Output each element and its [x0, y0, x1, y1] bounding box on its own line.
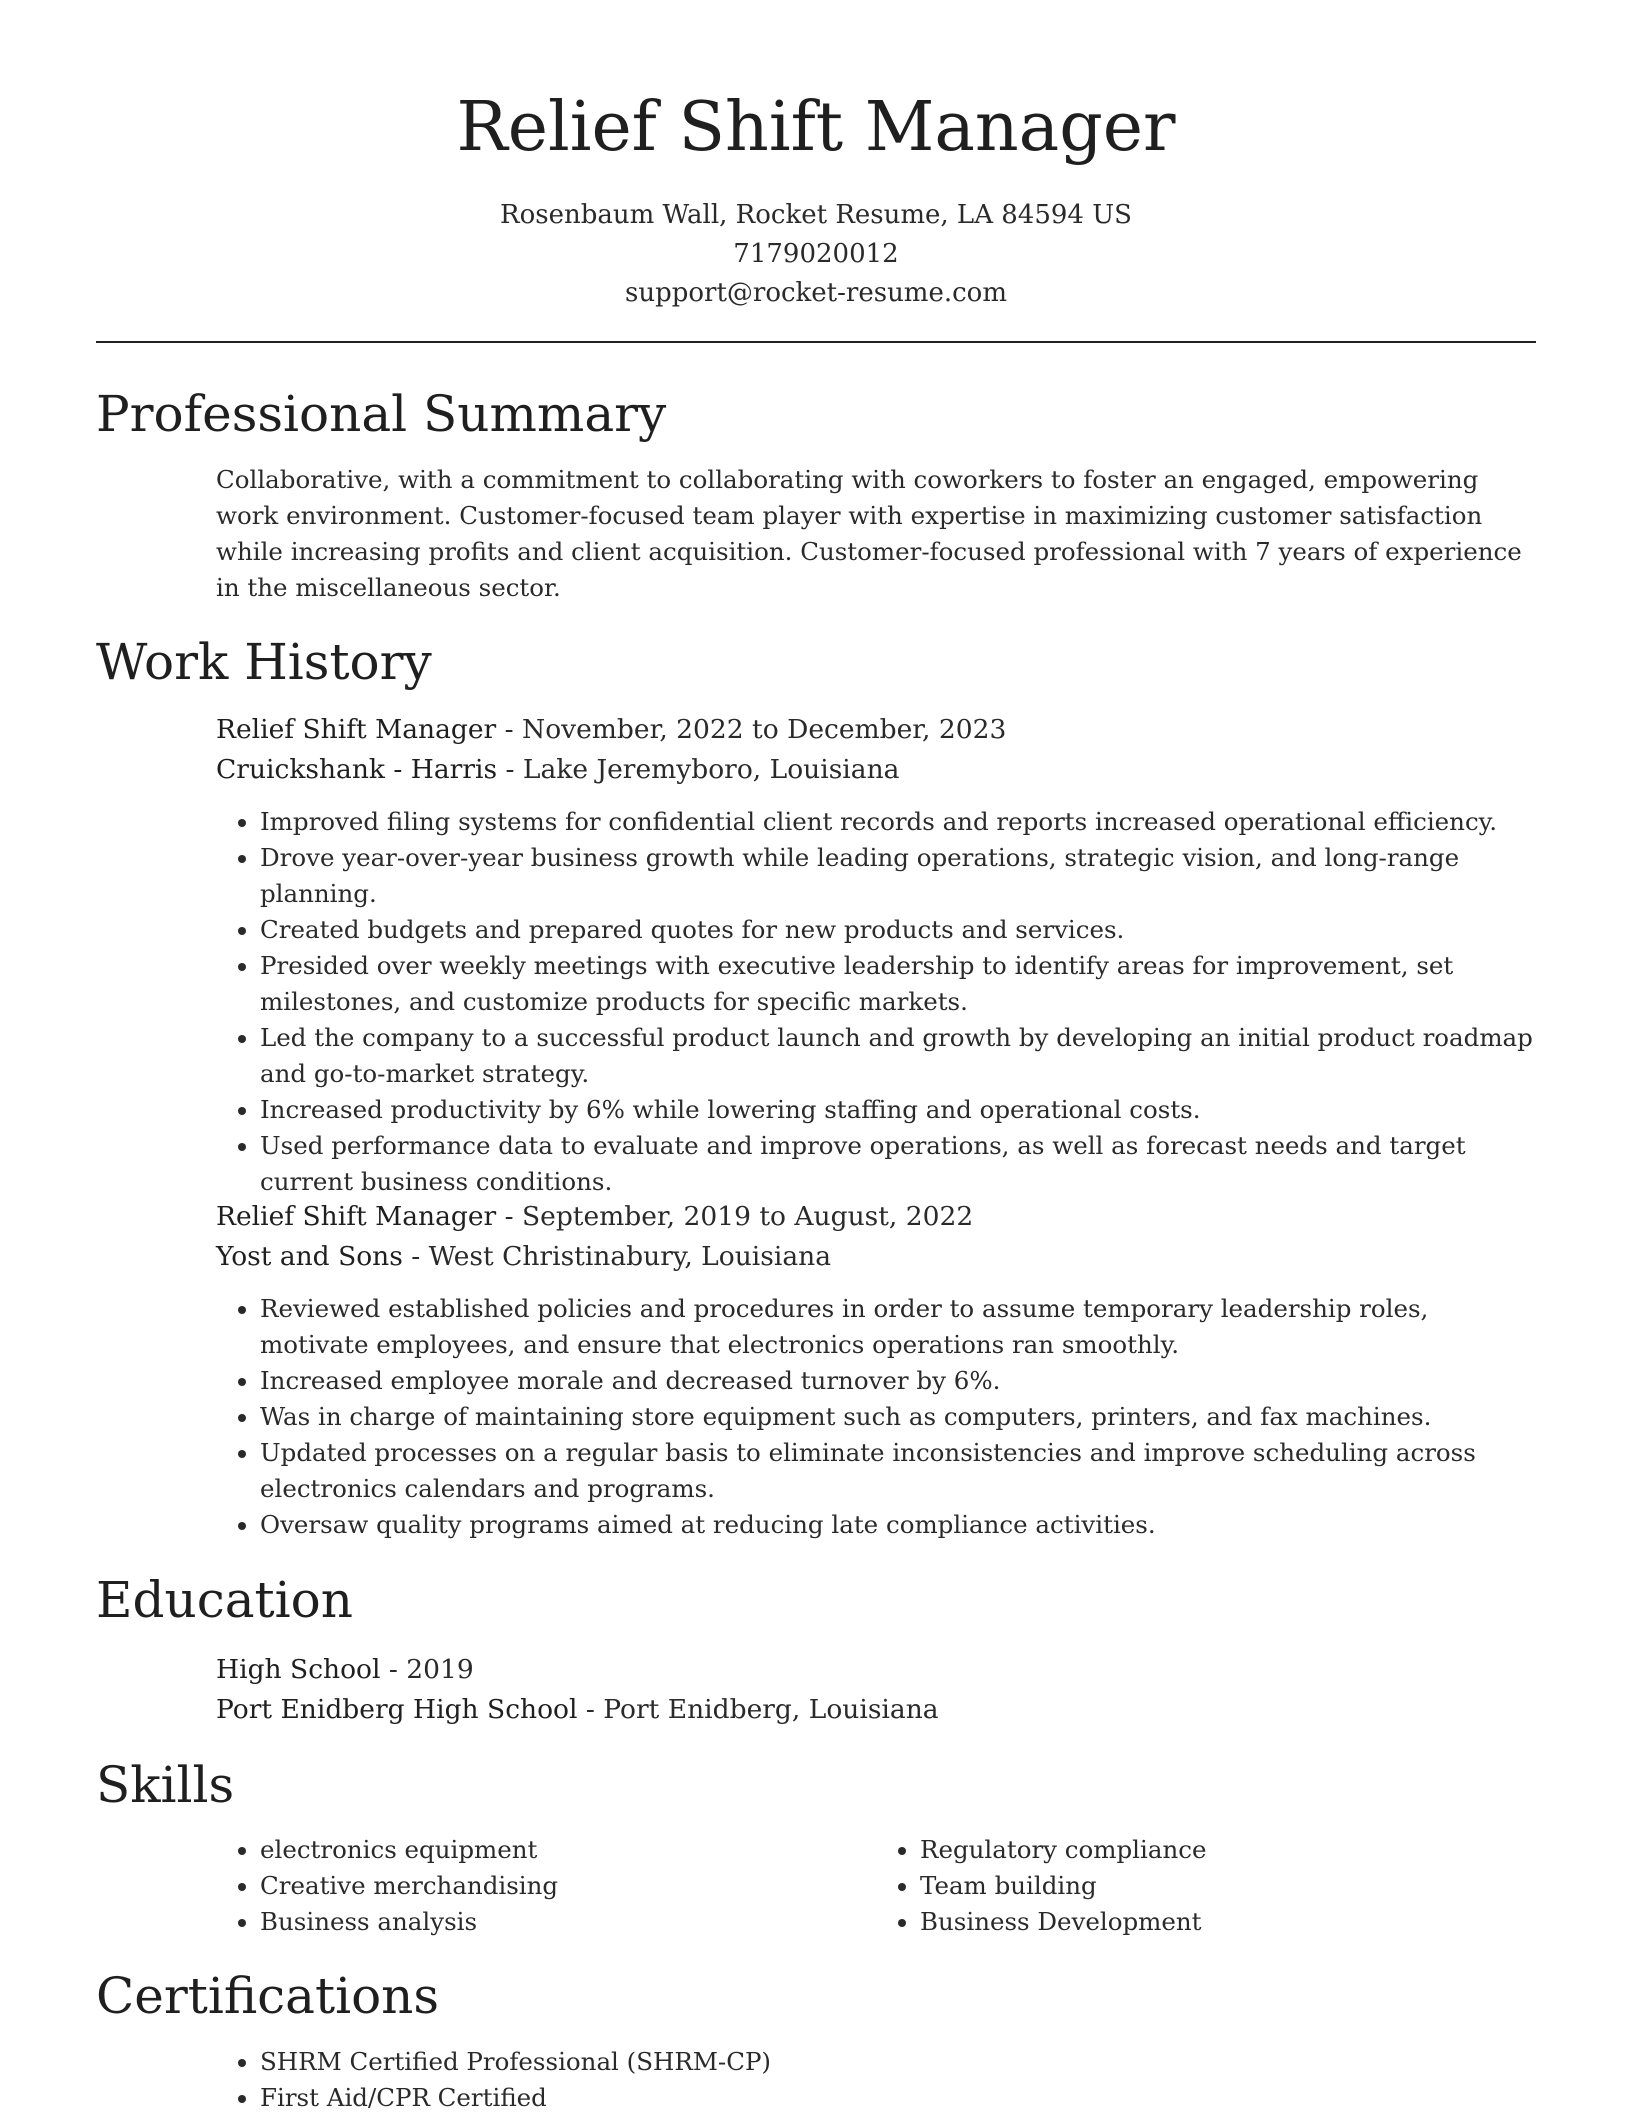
job-company-line — [216, 750, 1536, 790]
list-item: • Updated processes on a regular basis to eliminate inconsistencies and improve scheduling across electronics calendars and programs. — [260, 1435, 1536, 1507]
job-company: Cruickshank - Harris — [216, 754, 498, 785]
job-location: - Lake Jeremyboro, Louisiana — [497, 754, 900, 785]
list-item: • First Aid/CPR Certified — [260, 2080, 1536, 2116]
skills-block — [216, 1832, 1536, 1940]
education-school-line — [216, 1690, 1536, 1730]
address: Rosenbaum Wall, Rocket Resume, LA 84594 US — [500, 200, 1132, 230]
list-item: • Presided over weekly meetings with executive leadership to identify areas for improvement, set milestones, and customize products for specific markets. — [260, 948, 1536, 1020]
contact-block — [0, 196, 1632, 313]
certifications-block — [216, 2044, 1536, 2116]
list-item: • Drove year-over-year business growth while leading operations, strategic vision, and long-range planning. — [260, 840, 1536, 912]
education-degree: High School — [216, 1654, 381, 1685]
skills-column-left — [216, 1832, 876, 1940]
list-item: • Was in charge of maintaining store equipment such as computers, printers, and fax machines. — [260, 1399, 1536, 1435]
section-title-work-history: Work History — [96, 633, 432, 691]
list-item: • Increased employee morale and decreased turnover by 6%. — [260, 1363, 1536, 1399]
list-item: • Business analysis — [260, 1904, 876, 1940]
education-year: - 2019 — [380, 1654, 474, 1685]
job-company: Yost and Sons — [216, 1241, 403, 1272]
list-item: • Used performance data to evaluate and improve operations, as well as forecast needs and target current business conditions. — [260, 1128, 1536, 1200]
job-entry — [216, 1197, 1536, 1543]
list-item: • electronics equipment — [260, 1832, 876, 1868]
education-degree-line — [216, 1650, 1536, 1690]
resume-header — [0, 0, 1632, 313]
list-item: • Oversaw quality programs aimed at reducing late compliance activities. — [260, 1507, 1536, 1543]
job-title-line — [216, 710, 1536, 750]
section-title-education: Education — [96, 1571, 353, 1629]
list-item: • SHRM Certified Professional (SHRM-CP) — [260, 2044, 1536, 2080]
section-title-summary: Professional Summary — [96, 385, 667, 443]
education-school: Port Enidberg High School — [216, 1694, 578, 1725]
list-item: • Reviewed established policies and procedures in order to assume temporary leadership roles, motivate employees, and ensure that electronics operations ran smoothly. — [260, 1291, 1536, 1363]
list-item: • Creative merchandising — [260, 1868, 876, 1904]
job-company-line — [216, 1237, 1536, 1277]
list-item: • Business Development — [920, 1904, 1536, 1940]
job-dates: - November, 2022 to December, 2023 — [496, 714, 1007, 745]
list-item: • Created budgets and prepared quotes for new products and services. — [260, 912, 1536, 948]
job-title-line — [216, 1197, 1536, 1237]
section-title-certifications: Certifications — [96, 1967, 440, 2025]
certifications-list — [216, 2044, 1536, 2116]
job-entry — [216, 710, 1536, 1200]
skills-grid — [216, 1832, 1536, 1940]
skills-column-right — [876, 1832, 1536, 1940]
email: support@rocket-resume.com — [624, 278, 1007, 308]
section-title-skills: Skills — [96, 1756, 235, 1814]
list-item: • Team building — [920, 1868, 1536, 1904]
candidate-name: Relief Shift Manager — [456, 88, 1176, 167]
list-item: • Increased productivity by 6% while lowering staffing and operational costs. — [260, 1092, 1536, 1128]
job-bullets — [216, 804, 1536, 1200]
header-divider — [96, 341, 1536, 343]
job-dates: - September, 2019 to August, 2022 — [496, 1201, 974, 1232]
job-bullets — [216, 1291, 1536, 1543]
summary-block — [216, 462, 1536, 606]
job-location: - West Christinabury, Louisiana — [402, 1241, 831, 1272]
education-location: - Port Enidberg, Louisiana — [577, 1694, 939, 1725]
summary-text: Collaborative, with a commitment to collaborating with coworkers to foster an engaged, empowering work environment. Customer-focused team player with expertise in maximizing customer satisfaction while increasing profits and client acquisition. Customer-focused professional with 7 years of experience in the miscellaneous sector. — [216, 465, 1522, 602]
education-entry — [216, 1650, 1536, 1730]
phone: 7179020012 — [733, 239, 899, 269]
list-item: • Regulatory compliance — [920, 1832, 1536, 1868]
list-item: • Improved filing systems for confidential client records and reports increased operational efficiency. — [260, 804, 1536, 840]
job-role: Relief Shift Manager — [216, 1201, 497, 1232]
job-role: Relief Shift Manager — [216, 714, 497, 745]
list-item: • Led the company to a successful product launch and growth by developing an initial product roadmap and go-to-market strategy. — [260, 1020, 1536, 1092]
